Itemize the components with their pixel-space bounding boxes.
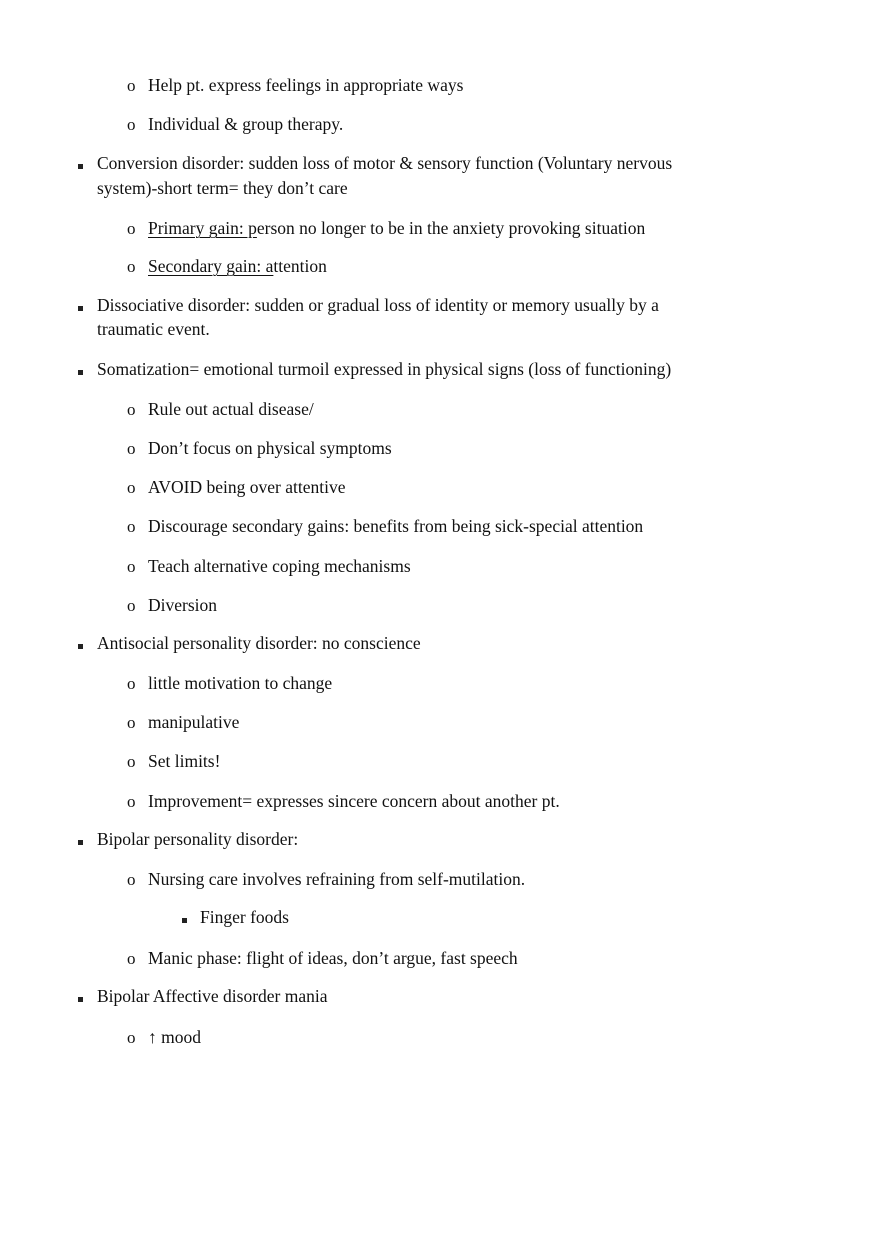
list-item	[148, 216, 645, 241]
bullet-o: o	[127, 219, 136, 238]
list-item: Diversion	[148, 595, 218, 615]
list-item	[148, 254, 327, 279]
secondary-gain-text: ttention	[273, 256, 327, 276]
list-item-continuation: traumatic event.	[97, 319, 210, 339]
bullet-square	[78, 151, 83, 176]
bullet-square	[78, 293, 83, 318]
list-item: Rule out actual disease/	[148, 399, 314, 419]
primary-gain-text: erson no longer to be in the anxiety provoking situation	[256, 218, 646, 238]
bullet-o: o	[127, 752, 136, 771]
bullet-o: o	[127, 557, 136, 576]
bullet-square	[182, 905, 187, 930]
bullet-o: o	[127, 400, 136, 419]
bullet-o: o	[127, 257, 136, 276]
bullet-o: o	[127, 870, 136, 889]
bullet-o: o	[127, 1028, 136, 1047]
bullet-o: o	[127, 478, 136, 497]
list-item: Help pt. express feelings in appropriate ways	[148, 75, 464, 95]
list-item: AVOID being over attentive	[148, 477, 346, 497]
bullet-o: o	[127, 949, 136, 968]
list-item: little motivation to change	[148, 673, 333, 693]
list-item: Improvement= expresses sincere concern about another pt.	[148, 791, 560, 811]
bullet-o: o	[127, 517, 136, 536]
list-item: Bipolar Affective disorder mania	[97, 986, 328, 1006]
list-item: Somatization= emotional turmoil expressed in physical signs (loss of functioning)	[97, 359, 672, 379]
primary-gain-label: Primary gain: p	[148, 218, 257, 238]
list-item: Don’t focus on physical symptoms	[148, 438, 392, 458]
list-item-continuation: system)-short term= they don’t care	[97, 178, 348, 198]
bullet-o: o	[127, 439, 136, 458]
bullet-square	[78, 357, 83, 382]
bullet-square	[78, 631, 83, 656]
list-item: Finger foods	[200, 907, 289, 927]
secondary-gain-label: Secondary gain: a	[148, 256, 274, 276]
list-item: Teach alternative coping mechanisms	[148, 556, 411, 576]
list-item: Set limits!	[148, 751, 221, 771]
list-item: Manic phase: flight of ideas, don’t argue, fast speech	[148, 948, 518, 968]
bullet-o: o	[127, 713, 136, 732]
bullet-square	[78, 984, 83, 1009]
bullet-square	[78, 827, 83, 852]
list-item: Individual & group therapy.	[148, 114, 344, 134]
list-item: Dissociative disorder: sudden or gradual loss of identity or memory usually by a	[97, 295, 659, 315]
list-item: Discourage secondary gains: benefits from being sick-special attention	[148, 516, 644, 536]
list-item: Antisocial personality disorder: no conscience	[97, 633, 421, 653]
list-item: ↑ mood	[148, 1027, 201, 1047]
list-item: Conversion disorder: sudden loss of motor & sensory function (Voluntary nervous	[97, 153, 673, 173]
list-item: manipulative	[148, 712, 240, 732]
list-item: Nursing care involves refraining from self-mutilation.	[148, 869, 526, 889]
list-item: Bipolar personality disorder:	[97, 829, 299, 849]
bullet-o: o	[127, 76, 136, 95]
bullet-o: o	[127, 792, 136, 811]
bullet-o: o	[127, 596, 136, 615]
bullet-o: o	[127, 115, 136, 134]
bullet-o: o	[127, 674, 136, 693]
